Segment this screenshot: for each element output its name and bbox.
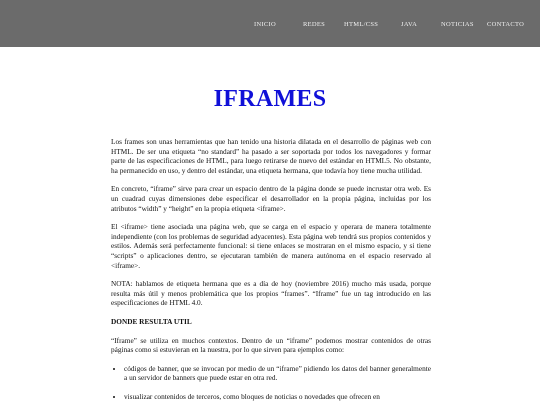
nav-link-contacto[interactable]: CONTACTO xyxy=(487,21,525,28)
nav-link-html-css[interactable]: HTML/CSS xyxy=(344,21,379,28)
section-heading: DONDE RESULTA UTIL xyxy=(111,316,192,326)
nav-link-inicio[interactable]: INICIO xyxy=(254,21,277,28)
top-navbar xyxy=(0,0,540,47)
uses-list xyxy=(111,364,431,402)
nav-link-redes[interactable]: REDES xyxy=(303,21,326,28)
list-item: • visualizar contenidos de terceros, como bloques de noticias o novedades que ofrecen en xyxy=(124,392,431,402)
article-body xyxy=(111,137,431,410)
page-title: IFRAMES xyxy=(213,86,327,112)
list-item: • códigos de banner, que se invocan por medio de un “iframe” pidiendo los datos del banner generalmente a un servidor de banners que puede estar en otra red. xyxy=(124,364,431,383)
paragraph-note: NOTA: hablamos de etiqueta hermana que es a día de hoy (noviembre 2016) mucho más usada, porque resulta más útil y menos problemática que los propios “frames”. “Iframe” fue un tag introducido en las especificaciones de HTML 4.0. xyxy=(111,279,431,308)
nav-link-java[interactable]: JAVA xyxy=(401,21,418,28)
paragraph-behavior: El <iframe> tiene asociada una página web, que se carga en el espacio y operara de manera totalmente independiente (con los problemas de seguridad adyacentes). Esta página web tendrá sus propios contenidos y estilos. Además será perfectamente funcional: si tiene enlaces se mostraran en el mismo espacio, y si tiene “scripts” o aplicaciones dentro, se ejecutaran también de manera autónoma en el espacio reservado al <iframe>. xyxy=(111,222,431,270)
nav-link-noticias[interactable]: NOTICIAS xyxy=(441,21,474,28)
paragraph-uses: “Iframe” se utiliza en muchos contextos. Dentro de un “iframe” podemos mostrar contenidos de otras páginas como si estuvieran en la nuestra, por lo que sirven para ejemplos como: xyxy=(111,335,431,355)
paragraph-definition: En concreto, “iframe” sirve para crear un espacio dentro de la página donde se puede incrustar otra web. Es un cuadrad cuyas dimensiones debe especificar el desarrollador en la propia página, incluidas por los atributos “width” y “height” en la propia etiqueta <iframe>. xyxy=(111,184,431,213)
paragraph-intro: Los frames son unas herramientas que han tenido una historia dilatada en el desarrollo de páginas web con HTML. De ser una etiqueta “no standard” ha pasado a ser soportada por todos los navegadores y formar parte de las especificaciones de HTML, para luego retirarse de nuevo del estándar en HTML5. No obstante, ha permanecido en uso, y dentro del estándar, una etiqueta hermana, que todavía hoy tiene mucha utilidad. xyxy=(111,137,431,175)
